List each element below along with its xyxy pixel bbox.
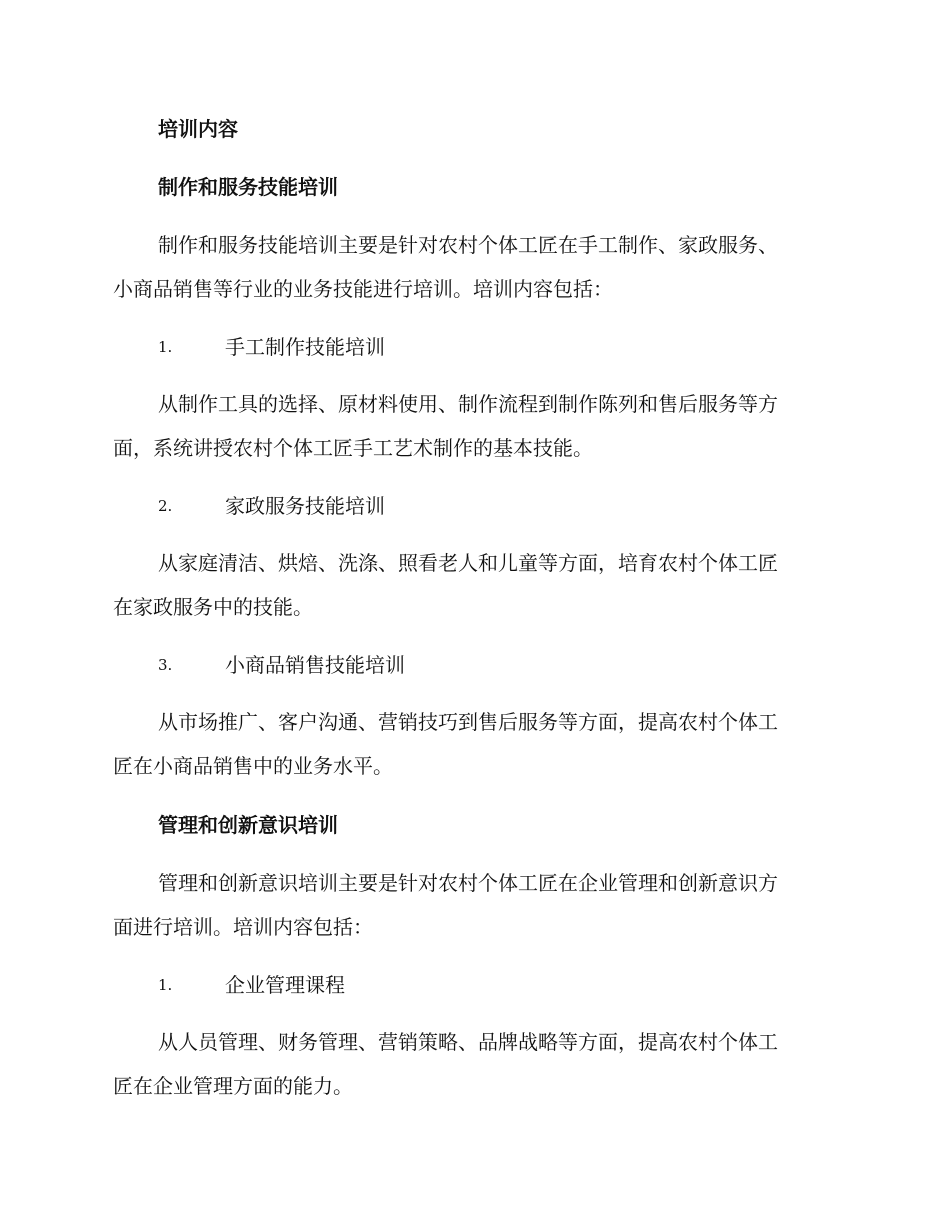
item-description-line-1: 从市场推广、客户沟通、营销技巧到售后服务等方面，提高农村个体工 <box>158 710 778 734</box>
list-number: 1. <box>158 338 173 356</box>
item-description-line-2: 面，系统讲授农村个体工匠手工艺术制作的基本技能。 <box>113 436 593 460</box>
list-number: 3. <box>158 656 173 674</box>
item-description-line-1: 从家庭清洁、烘焙、洗涤、照看老人和儿童等方面，培育农村个体工匠 <box>158 551 778 575</box>
item-description-line-2: 匠在企业管理方面的能力。 <box>113 1074 353 1098</box>
list-item-heading: 家政服务技能培训 <box>225 494 385 518</box>
list-item-heading: 小商品销售技能培训 <box>225 653 405 677</box>
section-heading-management-innovation: 管理和创新意识培训 <box>158 813 338 837</box>
intro-paragraph-line-2: 小商品销售等行业的业务技能进行培训。培训内容包括： <box>113 277 613 301</box>
intro-paragraph-line-2: 面进行培训。培训内容包括： <box>113 915 373 939</box>
item-description-line-2: 匠在小商品销售中的业务水平。 <box>113 754 393 778</box>
section-heading-production-service: 制作和服务技能培训 <box>158 175 338 199</box>
item-description-line-1: 从制作工具的选择、原材料使用、制作流程到制作陈列和售后服务等方 <box>158 392 778 416</box>
item-description-line-2: 在家政服务中的技能。 <box>113 595 313 619</box>
intro-paragraph-line-1: 制作和服务技能培训主要是针对农村个体工匠在手工制作、家政服务、 <box>158 233 778 257</box>
list-item-heading: 企业管理课程 <box>225 973 345 997</box>
list-item-heading: 手工制作技能培训 <box>225 335 385 359</box>
list-number: 2. <box>158 497 173 515</box>
item-description-line-1: 从人员管理、财务管理、营销策略、品牌战略等方面，提高农村个体工 <box>158 1030 778 1054</box>
section-title: 培训内容 <box>158 117 238 141</box>
intro-paragraph-line-1: 管理和创新意识培训主要是针对农村个体工匠在企业管理和创新意识方 <box>158 871 778 895</box>
list-number: 1. <box>158 976 173 994</box>
